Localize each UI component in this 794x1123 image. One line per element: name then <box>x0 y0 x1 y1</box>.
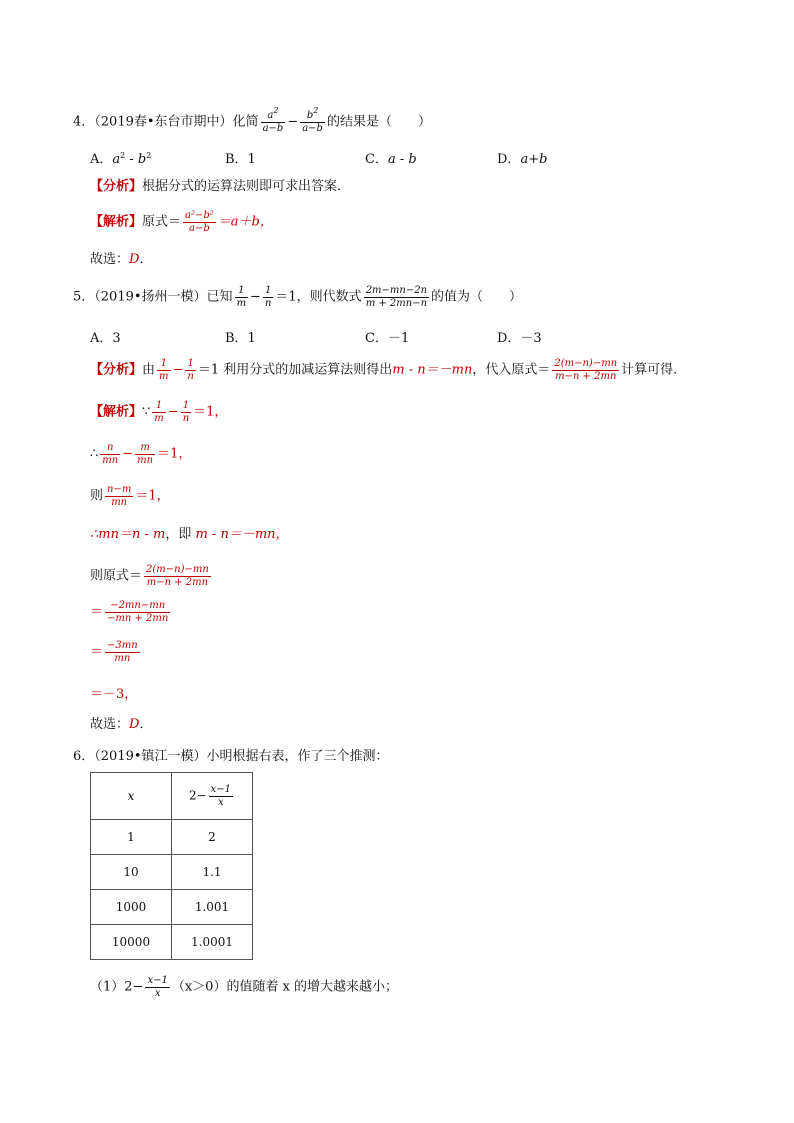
q6-stem: 6．（2019•镇江一模）小明根据右表，作了三个推测： <box>73 749 389 764</box>
q5-analysis-fraction-2: $\frac{1}{n}$ <box>187 358 194 382</box>
q4-analysis <box>90 180 350 193</box>
q5-analysis-fraction-1: $\frac{1}{m}$ <box>159 358 169 382</box>
q4-solution-tag: 【解析】 <box>90 214 143 230</box>
q5-solution-line-3: 则 $\frac{n-m}{mn}$ ＝1， <box>90 484 170 508</box>
table-header-expression: 2− $\frac{x-1}{x}$ <box>172 773 253 820</box>
q5-solution-line-8: ＝－3， <box>90 687 138 702</box>
q5-source: （2019•扬州一模） <box>94 289 207 305</box>
q5-option-b: B．1 <box>225 331 256 346</box>
q5-stem: 5．（2019•扬州一模）已知 $\frac{1}{m}$ − $\frac{1}{n}$ ＝1，则代数式 $\frac{2m-mn-2n}{m + 2mn-n}$ 的值为（ ） <box>73 285 523 309</box>
q5-cond-fraction-2: $\frac{1}{n}$ <box>264 285 272 309</box>
q5-analysis: 【分析】由 $\frac{1}{m}$ − $\frac{1}{n}$ ＝1 利用分式的加减运算法则得出m - n＝－mn，代入原式＝ $\frac{2(m-n)-mn}{m-n + 2mn}$ 计算可得． <box>90 358 687 382</box>
q5-choice: 故选：D． <box>90 717 153 732</box>
q5-solution-line-4: ∴mn＝n - m，即 m - n＝－mn， <box>90 527 289 542</box>
q4-analysis-tag: 【分析】 <box>90 179 143 194</box>
q5-solution-line-2: ∴ $\frac{n}{mn}$ − $\frac{m}{mn}$ ＝1， <box>90 442 192 466</box>
q5-expression-fraction: $\frac{2m-mn-2n}{m + 2mn-n}$ <box>365 285 428 309</box>
q4-solution-fraction: $\frac{\text{a²−b²}}{a-b}$ <box>185 210 214 234</box>
table-row: 10 1.1 <box>91 855 253 890</box>
q5-analysis-tag: 【分析】 <box>90 362 143 378</box>
q4-option-c: C．a - b <box>365 152 417 167</box>
q4-option-b: B．1 <box>225 152 256 167</box>
q5-option-c: C．－1 <box>365 331 410 346</box>
q4-source: （2019春•东台市期中） <box>94 114 233 130</box>
q4-option-a: A．$a^2 - b^2$ <box>90 151 152 167</box>
q6-source: （2019•镇江一模） <box>94 749 207 764</box>
q6-value-table <box>90 772 253 960</box>
q5-solution-line-5: 则原式＝ $\frac{2(m-n)-mn}{m-n + 2mn}$ <box>90 564 209 588</box>
table-header-x: x <box>91 773 172 820</box>
q5-analysis-fraction-3: $\frac{2(m-n)-mn}{m-n + 2mn}$ <box>554 358 618 382</box>
q4-tail: 的结果是（ ） <box>326 114 431 130</box>
q5-cond-fraction-1: $\frac{1}{m}$ <box>236 285 247 309</box>
q4-fraction-1: $\frac{a^2}{a-b}$ <box>262 106 284 134</box>
table-row: 10000 1.0001 <box>91 925 253 960</box>
table-header-row <box>91 773 253 820</box>
q6-number: 6． <box>73 749 95 764</box>
q5-solution-line-1: 【解析】∵ $\frac{1}{m}$ − $\frac{1}{n}$ ＝1， <box>90 400 228 424</box>
q4-fraction-2: $\frac{b^2}{a-b}$ <box>302 106 323 134</box>
q4-analysis-text: 根据分式的运算法则即可求出答案． <box>142 179 351 194</box>
q6-conjecture-1: （1）2− $\frac{x-1}{x}$ （x＞0）的值随着 x 的增大越来越小； <box>90 975 399 999</box>
q4-option-d: D．a+b <box>497 152 548 167</box>
q5-solution-line-6: ＝ $\frac{-2mn-mn}{-mn + 2mn}$ <box>90 600 169 624</box>
q4-solution: 【解析】原式＝ $\frac{\text{a²−b²}}{a-b}$ ＝a＋b， <box>90 210 273 234</box>
q5-solution-tag: 【解析】 <box>90 404 143 420</box>
table-row: 1 2 <box>91 820 253 855</box>
q5-option-d: D．－3 <box>497 331 542 346</box>
q4-stem: 4．（2019春•东台市期中）化简 $\frac{a^2}{a-b}$ − $\frac{b^2}{a-b}$ 的结果是（ ） <box>73 106 431 134</box>
q4-choice: 故选：D． <box>90 252 153 267</box>
q5-number: 5． <box>73 289 95 305</box>
table-row: 1000 1.001 <box>91 890 253 925</box>
q5-solution-line-7: ＝ $\frac{-3mn}{mn}$ <box>90 640 138 664</box>
q5-option-a: A．3 <box>90 331 121 346</box>
q4-number: 4． <box>73 114 95 130</box>
q4-lead: 化简 <box>232 114 259 130</box>
